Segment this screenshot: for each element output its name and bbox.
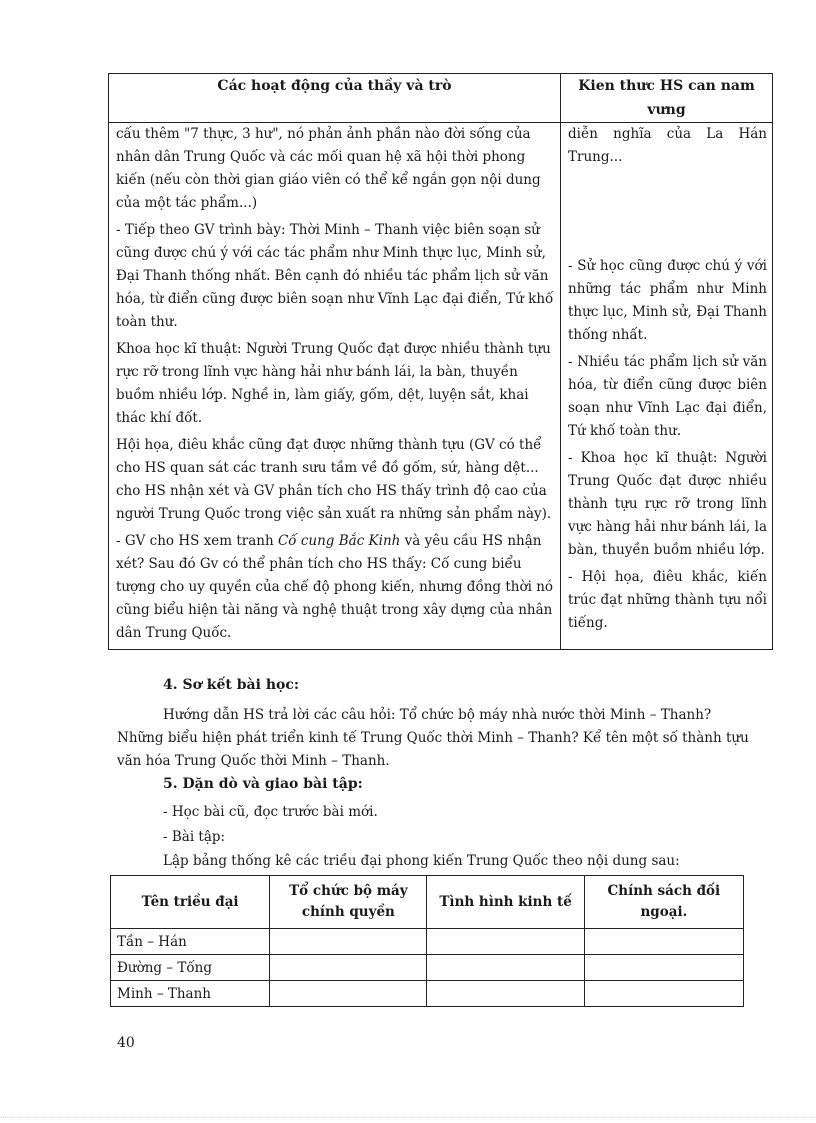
- col-header: Tình hình kinh tế: [427, 876, 584, 929]
- knowledge-paragraph: - Sử học cũng được chú ý với những tác phẩm như Minh thực lục, Minh sử, Đại Thanh thống nhất.: [568, 258, 767, 343]
- painting-title: Cố cung Bắc Kinh: [277, 533, 401, 549]
- dynasty-table: [110, 875, 744, 1007]
- header-knowledge: Kien thưc HS can nam vưng: [561, 74, 773, 123]
- header-activities: Các hoạt động của thầy và trò: [109, 74, 561, 123]
- table-row: [111, 981, 744, 1007]
- knowledge-cell: [561, 123, 773, 650]
- homework-line: - Học bài cũ, đọc trước bài mới.: [163, 804, 378, 820]
- col-header: Tên triều đại: [111, 876, 270, 929]
- knowledge-paragraph: diễn nghĩa của La Hán Trung...: [568, 126, 767, 165]
- activity-paragraph: Hội họa, điêu khắc cũng đạt được những thành tựu (GV có thể cho HS quan sát các tranh sưu tầm về đồ gốm, sứ, hàng dệt... cho HS nhận xét và GV phân tích cho HS thấy trình độ cao của người Trung Quốc trong việc sản xuất ra những sản phẩm này).: [116, 437, 552, 522]
- section-4-text: Hướng dẫn HS trả lời các câu hỏi: Tổ chức bộ máy nhà nước thời Minh – Thanh? Những biểu hiện phát triển kinh tế Trung Quốc thời Minh – Thanh? Kể tên một số thành tựu văn hóa Trung Quốc thời Minh – Thanh.: [117, 707, 749, 769]
- lesson-table: [108, 73, 773, 650]
- dynasty-name: Đường – Tống: [111, 955, 270, 981]
- col-header: Chính sách đối ngoại.: [584, 876, 743, 929]
- bottom-divider: [0, 1117, 816, 1118]
- homework-line: Lập bảng thống kê các triều đại phong kiến Trung Quốc theo nội dung sau:: [163, 853, 680, 869]
- activity-paragraph: - Tiếp theo GV trình bày: Thời Minh – Thanh việc biên soạn sử cũng được chú ý với các tác phẩm như Minh thực lục, Minh sử, Đại Thanh thống nhất. Bên cạnh đó nhiều tác phẩm lịch sử văn hóa, từ điển cũng được biên soạn như Vĩnh Lạc đại điển, Tứ khố toàn thư.: [116, 222, 554, 330]
- section-5-heading: 5. Dặn dò và giao bài tập:: [163, 776, 363, 792]
- knowledge-paragraph: - Nhiều tác phẩm lịch sử văn hóa, từ điển cũng được biên soạn như Vĩnh Lạc đại điển, Tứ khố toàn thư.: [568, 354, 767, 439]
- dynasty-name: Tần – Hán: [111, 929, 270, 955]
- activity-text: - GV cho HS xem tranh: [116, 533, 278, 549]
- table-row: [111, 929, 744, 955]
- col-header: Tổ chức bộ máy chính quyền: [270, 876, 427, 929]
- section-4-heading: 4. Sơ kết bài học:: [163, 677, 300, 693]
- activities-cell: [109, 123, 561, 650]
- knowledge-paragraph: - Khoa học kĩ thuật: Người Trung Quốc đạt được nhiều thành tựu rực rỡ trong lĩnh vực hàng hải như bánh lái, la bàn, thuyền buồm nhiều lớp.: [568, 450, 767, 558]
- activity-paragraph: [109, 530, 560, 645]
- homework-line: - Bài tập:: [163, 829, 226, 845]
- activity-text: và yêu cầu HS nhận xét? Sau đó Gv có thể phân tích cho HS thấy: Cố cung biểu tượng cho uy quyền của chế độ phong kiến, nhưng đồng thời nó cũng biểu hiện tài năng và nghệ thuật trong xây dựng của nhân dân Trung Quốc.: [116, 533, 554, 641]
- activity-paragraph: cấu thêm "7 thực, 3 hư", nó phản ảnh phần nào đời sống của nhân dân Trung Quốc và các mối quan hệ xã hội thời phong kiến (nếu còn thời gian giáo viên có thể kể ngắn gọn nội dung của một tác phẩm...): [116, 126, 541, 211]
- dynasty-name: Minh – Thanh: [111, 981, 270, 1007]
- knowledge-paragraph: - Hội họa, điêu khắc, kiến trúc đạt những thành tựu nổi tiếng.: [568, 569, 767, 631]
- activity-paragraph: Khoa học kĩ thuật: Người Trung Quốc đạt được nhiều thành tựu rực rỡ trong lĩnh vực hàng hải như bánh lái, la bàn, thuyền buồm nhiều lớp. Nghề in, làm giấy, gốm, dệt, luyện sắt, khai thác khí đốt.: [116, 341, 551, 426]
- table-row: [111, 955, 744, 981]
- page-number: 40: [117, 1035, 135, 1051]
